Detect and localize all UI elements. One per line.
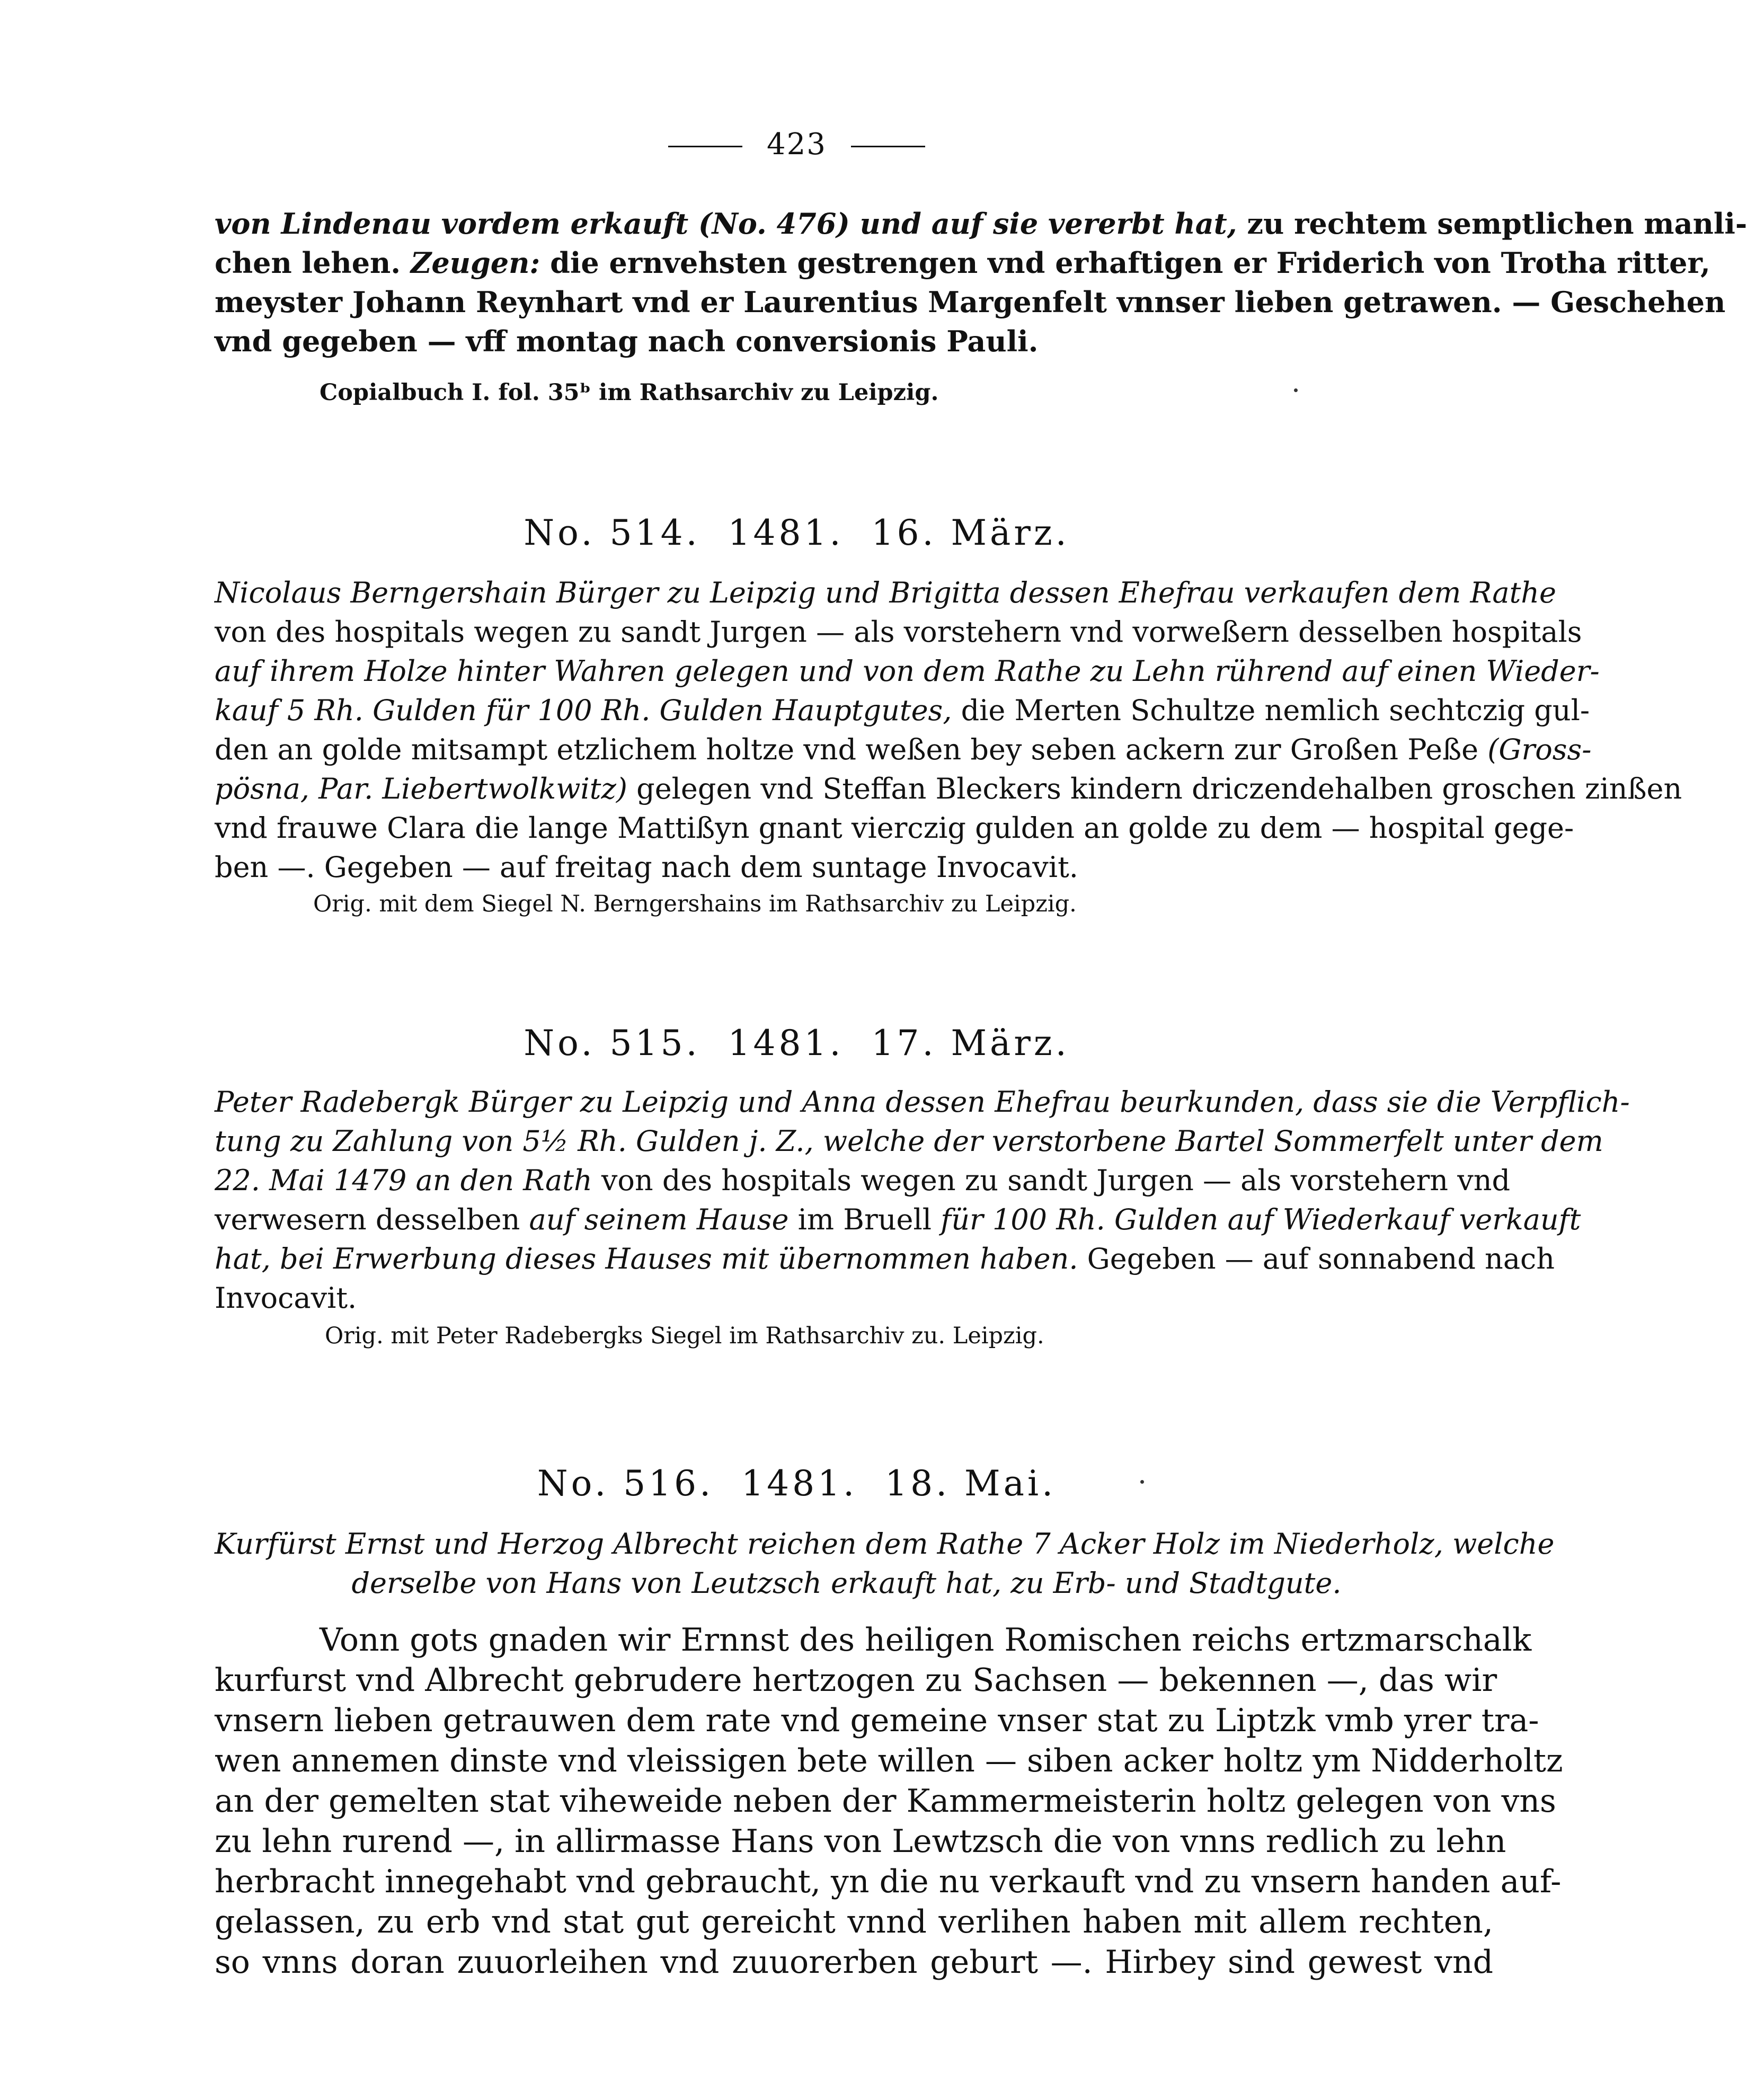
intro-line-3: meyster Johann Reynhart vnd er Laurentius Margenfelt vnnser lieben getrawen. — Geschehen	[215, 285, 1726, 319]
doc515-line-1: Peter Radebergk Bürger zu Leipzig und Anna dessen Ehefrau beurkunden, dass sie die Verpflich-	[215, 1085, 1630, 1119]
intro-source: Copialbuch I. fol. 35ᵇ im Rathsarchiv zu Leipzig.	[320, 379, 939, 406]
doc515-title: No. 515. 1481. 17. März.	[524, 1023, 1070, 1064]
doc515-line-6: Invocavit.	[215, 1281, 357, 1315]
intro-line-4: vnd gegeben — vff montag nach conversionis Pauli.	[215, 324, 1039, 358]
doc515-line-4: verwesern desselben auf seinem Hause im Bruell für 100 Rh. Gulden auf Wiederkauf verkauft	[215, 1203, 1581, 1236]
doc516-body-4: wen annemen dinste vnd vleissigen bete willen — siben acker holtz ym Nidderholtz	[215, 1742, 1563, 1779]
intro-line-2: chen lehen. Zeugen: die ernvehsten gestrengen vnd erhaftigen er Friderich von Trotha ritter,	[215, 246, 1710, 280]
doc516-body-9: so vnns doran zuuorleihen vnd zuuorerben geburt —. Hirbey sind gewest vnd	[215, 1944, 1493, 1981]
page-header	[0, 127, 1593, 162]
doc514-source: Orig. mit dem Siegel N. Berngershains im Rathsarchiv zu Leipzig.	[313, 891, 1077, 917]
doc514-line-5: den an golde mitsampt etzlichem holtze vnd weßen bey seben ackern zur Großen Peße (Gross-	[215, 733, 1592, 766]
doc516-body-6: zu lehn rurend —, in allirmasse Hans von Lewtzsch die von vnns redlich zu lehn	[215, 1823, 1506, 1860]
doc515-line-5: hat, bei Erwerbung dieses Hauses mit übernommen haben. Gegeben — auf sonnabend nach	[215, 1242, 1555, 1275]
doc514-line-6: pösna, Par. Liebertwolkwitz) gelegen vnd Steffan Bleckers kindern driczendehalben groschen zinßen	[215, 772, 1682, 805]
doc516-summary-1: Kurfürst Ernst und Herzog Albrecht reichen dem Rathe 7 Acker Holz im Niederholz, welche	[215, 1527, 1555, 1561]
doc514-line-2: von des hospitals wegen zu sandt Jurgen — als vorstehern vnd vorweßern desselben hospitals	[215, 615, 1582, 649]
doc516-title: No. 516. 1481. 18. Mai.	[537, 1463, 1057, 1504]
doc516-body-8: gelassen, zu erb vnd stat gut gereicht vnnd verlihen haben mit allem rechten,	[215, 1903, 1493, 1940]
doc516-summary-2: derselbe von Hans von Leutzsch erkauft hat, zu Erb- und Stadtgute.	[351, 1566, 1342, 1600]
doc515-line-3: 22. Mai 1479 an den Rath von des hospitals wegen zu sandt Jurgen — als vorstehern vnd	[215, 1164, 1511, 1197]
page-number: 423	[767, 127, 827, 162]
doc516-body-7: herbracht innegehabt vnd gebraucht, yn die nu verkauft vnd zu vnsern handen auf-	[215, 1863, 1562, 1900]
doc514-line-7: vnd frauwe Clara die lange Mattißyn gnant vierczig gulden an golde zu dem — hospital gege-	[215, 811, 1574, 845]
doc515-source: Orig. mit Peter Radebergks Siegel im Rathsarchiv zu. Leipzig.	[325, 1323, 1044, 1349]
doc514-line-1: Nicolaus Berngershain Bürger zu Leipzig und Brigitta dessen Ehefrau verkaufen dem Rathe	[215, 576, 1557, 609]
doc516-body-1: Vonn gots gnaden wir Ernnst des heiligen Romischen reichs ertzmarschalk	[320, 1621, 1532, 1659]
header-dash-right	[851, 146, 925, 147]
doc516-body-5: an der gemelten stat viheweide neben der Kammermeisterin holtz gelegen von vns	[215, 1783, 1556, 1820]
speck-2	[1140, 1480, 1144, 1484]
header-dash-left	[668, 146, 742, 147]
doc516-body-3: vnsern lieben getrauwen dem rate vnd gemeine vnser stat zu Liptzk vmb yrer tra-	[215, 1702, 1539, 1739]
doc515-line-2: tung zu Zahlung von 5½ Rh. Gulden j. Z., welche der verstorbene Bartel Sommerfelt unter dem	[215, 1124, 1603, 1158]
doc514-line-4: kauf 5 Rh. Gulden für 100 Rh. Gulden Hauptgutes, die Merten Schultze nemlich sechtczig gul-	[215, 694, 1590, 727]
intro-line-1: von Lindenau vordem erkauft (No. 476) und auf sie vererbt hat, zu rechtem semptlichen manli-	[215, 207, 1747, 241]
doc516-body-2: kurfurst vnd Albrecht gebrudere hertzogen zu Sachsen — bekennen —, das wir	[215, 1662, 1497, 1699]
speck-1	[1294, 388, 1298, 392]
doc514-line-8: ben —. Gegeben — auf freitag nach dem suntage Invocavit.	[215, 850, 1078, 884]
doc514-title: No. 514. 1481. 16. März.	[524, 512, 1070, 553]
doc514-line-3: auf ihrem Holze hinter Wahren gelegen und von dem Rathe zu Lehn rührend auf einen Wieder-	[215, 654, 1600, 688]
